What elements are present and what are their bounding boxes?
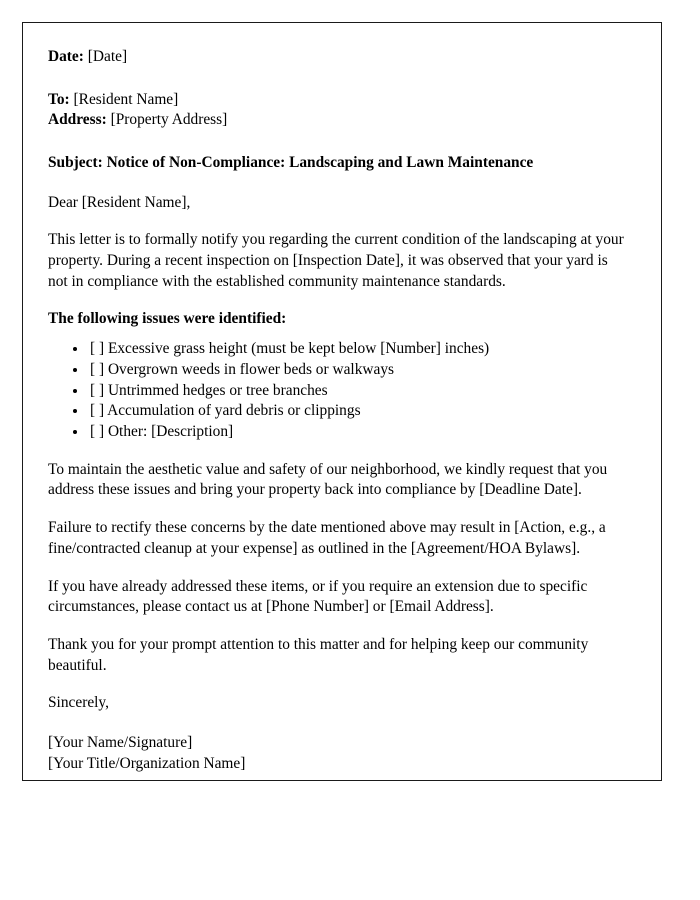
list-item: • [ ] Accumulation of yard debris or clippings bbox=[88, 401, 627, 422]
address-label: Address: bbox=[48, 111, 107, 129]
address-value: [Property Address] bbox=[110, 111, 228, 129]
issues-list bbox=[48, 339, 627, 443]
spacer bbox=[48, 174, 627, 193]
list-item: • [ ] Excessive grass height (must be kept below [Number] inches) bbox=[88, 339, 627, 360]
signature-name: [Your Name/Signature] bbox=[48, 734, 193, 752]
date-row bbox=[48, 47, 627, 68]
spacer bbox=[48, 560, 627, 577]
letter-content bbox=[23, 23, 661, 799]
date-label: Date: bbox=[48, 48, 84, 65]
subject-line: Subject: Notice of Non-Compliance: Landscaping and Lawn Maintenance bbox=[48, 153, 534, 171]
spacer bbox=[48, 68, 627, 90]
consequence-paragraph: Failure to rectify these concerns by the date mentioned above may result in [Action, e.g., a fine/contracted cleanup at your expense] as outlined in the [Agreement/HOA Bylaws]. bbox=[48, 519, 606, 557]
spacer bbox=[48, 213, 627, 230]
spacer bbox=[48, 676, 627, 693]
list-item: • [ ] Overgrown weeds in flower beds or walkways bbox=[88, 360, 627, 381]
list-item: • [ ] Other: [Description] bbox=[88, 422, 627, 443]
thanks-paragraph: Thank you for your prompt attention to this matter and for helping keep our community beautiful. bbox=[48, 635, 589, 674]
spacer bbox=[48, 292, 627, 309]
letter-border-frame bbox=[22, 22, 662, 781]
spacer bbox=[48, 131, 627, 153]
issues-heading: The following issues were identified: bbox=[48, 310, 287, 328]
spacer bbox=[48, 501, 627, 518]
address-row bbox=[48, 110, 627, 131]
contact-paragraph: If you have already addressed these items, or if you require an extension due to specific circumstances, please contact us at [Phone Number] or [Email Address]. bbox=[48, 577, 588, 616]
salutation: Dear [Resident Name], bbox=[48, 193, 191, 211]
spacer bbox=[48, 618, 627, 635]
closing: Sincerely, bbox=[48, 694, 109, 712]
intro-paragraph: This letter is to formally notify you regarding the current condition of the landscaping at your property. During a recent inspection on [Inspection Date], it was observed that your yard is not in compliance with the established community maintenance standards. bbox=[48, 231, 624, 290]
signature-title: [Your Title/Organization Name] bbox=[48, 754, 246, 772]
list-item: • [ ] Untrimmed hedges or tree branches bbox=[88, 381, 627, 402]
date-value: [Date] bbox=[87, 48, 128, 65]
recipient-row bbox=[48, 90, 627, 111]
spacer bbox=[48, 714, 627, 733]
spacer bbox=[48, 443, 627, 460]
request-paragraph: To maintain the aesthetic value and safety of our neighborhood, we kindly request that you address these issues and bring your property back into compliance by [Deadline Date]. bbox=[48, 460, 608, 499]
to-value: [Resident Name] bbox=[73, 90, 179, 108]
to-label: To: bbox=[48, 90, 70, 108]
